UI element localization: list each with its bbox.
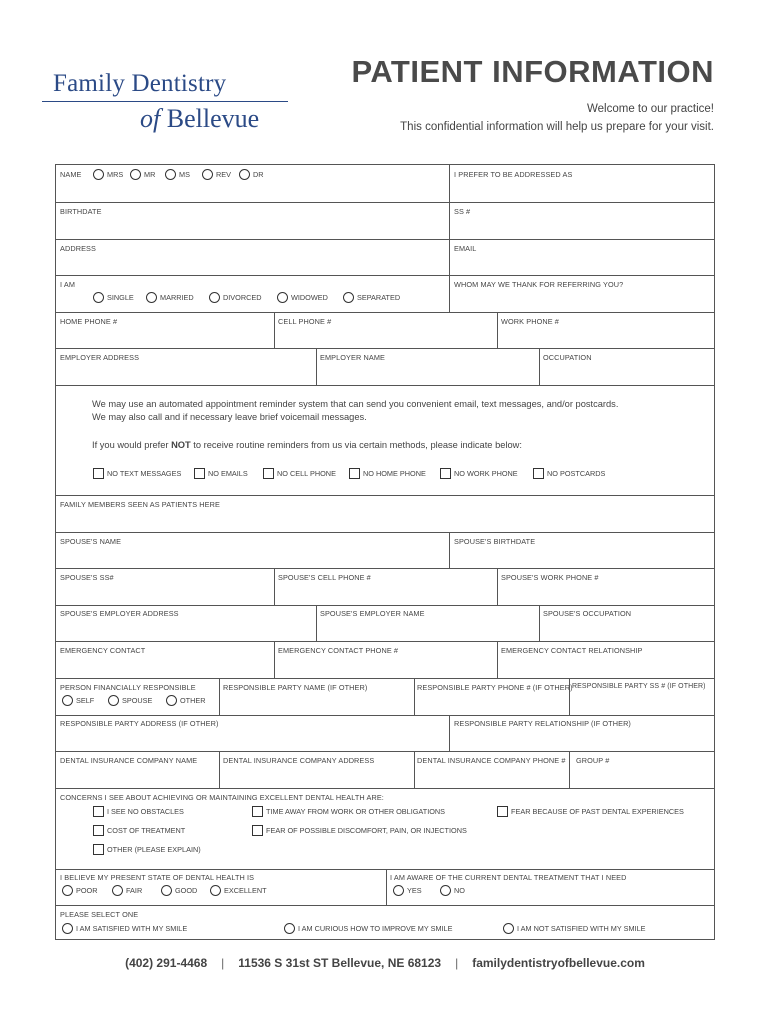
checkbox-icon[interactable]	[93, 806, 104, 817]
logo-bellevue: Bellevue	[160, 104, 260, 133]
aware-label: I AM AWARE OF THE CURRENT DENTAL TREATMENT THAT I NEED	[390, 873, 627, 882]
concern-no-obstacles[interactable]: I SEE NO OBSTACLES	[93, 806, 184, 817]
checkbox-icon[interactable]	[93, 468, 104, 479]
checkbox-icon[interactable]	[252, 825, 263, 836]
radio-icon[interactable]	[277, 292, 288, 303]
row-divider	[56, 568, 714, 569]
radio-icon[interactable]	[112, 885, 123, 896]
col-divider	[274, 312, 275, 348]
smile-satisfied[interactable]: I AM SATISFIED WITH MY SMILE	[62, 923, 187, 934]
col-divider	[497, 568, 498, 605]
work-phone-label: WORK PHONE #	[501, 317, 559, 326]
radio-icon[interactable]	[202, 169, 213, 180]
select-one-label: PLEASE SELECT ONE	[60, 910, 139, 919]
marital-married[interactable]: MARRIED	[146, 292, 194, 303]
title-option-mrs[interactable]: MRS	[93, 169, 123, 180]
group-label: GROUP #	[576, 756, 610, 765]
logo-line-2	[140, 104, 259, 134]
checkbox-icon[interactable]	[497, 806, 508, 817]
radio-icon[interactable]	[210, 885, 221, 896]
no-cell-phone-checkbox[interactable]: NO CELL PHONE	[263, 468, 336, 479]
radio-icon[interactable]	[166, 695, 177, 706]
footer-separator: |	[455, 956, 459, 970]
responsible-ss-label: RESPONSIBLE PARTY SS # (IF OTHER)	[572, 683, 706, 690]
occupation-label: OCCUPATION	[543, 353, 592, 362]
row-divider	[56, 751, 714, 752]
row-divider	[56, 202, 714, 203]
title-option-mr[interactable]: MR	[130, 169, 155, 180]
title-option-dr[interactable]: DR	[239, 169, 264, 180]
aware-yes[interactable]: YES	[393, 885, 422, 896]
prefer-label: I PREFER TO BE ADDRESSED AS	[454, 170, 573, 179]
col-divider	[449, 165, 450, 312]
aware-no[interactable]: NO	[440, 885, 465, 896]
email-label: EMAIL	[454, 244, 477, 253]
row-divider	[56, 788, 714, 789]
health-fair[interactable]: FAIR	[112, 885, 142, 896]
reminder-line-2: We may also call and if necessary leave brief voicemail messages.	[92, 412, 367, 422]
row-divider	[56, 869, 714, 870]
page-title: PATIENT INFORMATION	[351, 54, 714, 89]
radio-icon[interactable]	[146, 292, 157, 303]
logo-rule	[42, 101, 288, 102]
concern-cost[interactable]: COST OF TREATMENT	[93, 825, 185, 836]
spouse-employer-name-label: SPOUSE'S EMPLOYER NAME	[320, 609, 425, 618]
smile-curious[interactable]: I AM CURIOUS HOW TO IMPROVE MY SMILE	[284, 923, 452, 934]
health-good[interactable]: GOOD	[161, 885, 197, 896]
col-divider	[414, 751, 415, 788]
radio-icon[interactable]	[62, 695, 73, 706]
concern-discomfort[interactable]: FEAR OF POSSIBLE DISCOMFORT, PAIN, OR INJECTIONS	[252, 825, 467, 836]
reminder-line-1: We may use an automated appointment reminder system that can send you convenient email, text messages, and/or postcards.	[92, 399, 619, 409]
checkbox-icon[interactable]	[349, 468, 360, 479]
row-divider	[56, 532, 714, 533]
spouse-birthdate-label: SPOUSE'S BIRTHDATE	[454, 537, 536, 546]
insurance-phone-label: DENTAL INSURANCE COMPANY PHONE #	[417, 756, 566, 765]
no-work-phone-checkbox[interactable]: NO WORK PHONE	[440, 468, 518, 479]
responsible-relationship-label: RESPONSIBLE PARTY RELATIONSHIP (IF OTHER)	[454, 719, 631, 728]
col-divider	[497, 312, 498, 348]
col-divider	[539, 348, 540, 385]
responsible-phone-label: RESPONSIBLE PARTY PHONE # (IF OTHER)	[417, 683, 573, 692]
radio-icon[interactable]	[161, 885, 172, 896]
health-state-label: I BELIEVE MY PRESENT STATE OF DENTAL HEALTH IS	[60, 873, 255, 882]
responsible-spouse[interactable]: SPOUSE	[108, 695, 152, 706]
row-divider	[56, 348, 714, 349]
radio-icon[interactable]	[93, 169, 104, 180]
birthdate-label: BIRTHDATE	[60, 207, 102, 216]
subtitle-text: This confidential information will help us prepare for your visit.	[400, 121, 714, 133]
checkbox-icon[interactable]	[440, 468, 451, 479]
footer-separator: |	[221, 956, 225, 970]
responsible-name-label: RESPONSIBLE PARTY NAME (IF OTHER)	[223, 683, 368, 692]
no-emails-checkbox[interactable]: NO EMAILS	[194, 468, 248, 479]
radio-icon[interactable]	[239, 169, 250, 180]
no-postcards-checkbox[interactable]: NO POSTCARDS	[533, 468, 605, 479]
employer-address-label: EMPLOYER ADDRESS	[60, 353, 140, 362]
checkbox-icon[interactable]	[263, 468, 274, 479]
responsible-other[interactable]: OTHER	[166, 695, 206, 706]
home-phone-label: HOME PHONE #	[60, 317, 118, 326]
emergency-phone-label: EMERGENCY CONTACT PHONE #	[278, 646, 399, 655]
spouse-ssn-label: SPOUSE'S SS#	[60, 573, 114, 582]
cell-phone-label: CELL PHONE #	[278, 317, 332, 326]
person-financially-responsible-label: PERSON FINANCIALLY RESPONSIBLE	[60, 683, 196, 692]
i-am-label: I AM	[60, 280, 75, 289]
row-divider	[56, 641, 714, 642]
footer-website[interactable]: familydentistryofbellevue.com	[472, 956, 645, 970]
health-poor[interactable]: POOR	[62, 885, 98, 896]
smile-not-satisfied[interactable]: I AM NOT SATISFIED WITH MY SMILE	[503, 923, 646, 934]
responsible-address-label: RESPONSIBLE PARTY ADDRESS (IF OTHER)	[60, 719, 219, 728]
row-divider	[56, 312, 714, 313]
row-divider	[56, 715, 714, 716]
checkbox-icon[interactable]	[93, 825, 104, 836]
family-label: FAMILY MEMBERS SEEN AS PATIENTS HERE	[60, 500, 220, 509]
insurance-name-label: DENTAL INSURANCE COMPANY NAME	[60, 756, 198, 765]
col-divider	[316, 348, 317, 385]
reminder-prefer: If you would prefer NOT to receive routine reminders from us via certain methods, please indicate below:	[92, 440, 522, 450]
title-option-rev[interactable]: REV	[202, 169, 231, 180]
address-label: ADDRESS	[60, 244, 96, 253]
row-divider	[56, 385, 714, 386]
radio-icon[interactable]	[393, 885, 404, 896]
radio-icon[interactable]	[209, 292, 220, 303]
referral-label: WHOM MAY WE THANK FOR REFERRING YOU?	[454, 280, 624, 289]
checkbox-icon[interactable]	[93, 844, 104, 855]
checkbox-icon[interactable]	[194, 468, 205, 479]
spouse-employer-address-label: SPOUSE'S EMPLOYER ADDRESS	[60, 609, 179, 618]
spouse-name-label: SPOUSE'S NAME	[60, 537, 122, 546]
row-divider	[56, 905, 714, 906]
concern-other[interactable]: OTHER (PLEASE EXPLAIN)	[93, 844, 201, 855]
col-divider	[274, 641, 275, 678]
footer	[0, 956, 770, 970]
col-divider	[219, 751, 220, 788]
footer-phone: (402) 291-4468	[125, 956, 208, 970]
radio-icon[interactable]	[62, 885, 73, 896]
radio-icon[interactable]	[108, 695, 119, 706]
spouse-work-label: SPOUSE'S WORK PHONE #	[501, 573, 599, 582]
col-divider	[539, 605, 540, 641]
marital-divorced[interactable]: DIVORCED	[209, 292, 262, 303]
emergency-relationship-label: EMERGENCY CONTACT RELATIONSHIP	[501, 646, 643, 655]
emergency-contact-label: EMERGENCY CONTACT	[60, 646, 146, 655]
col-divider	[449, 715, 450, 751]
no-text-messages-checkbox[interactable]: NO TEXT MESSAGES	[93, 468, 181, 479]
spouse-occupation-label: SPOUSE'S OCCUPATION	[543, 609, 632, 618]
spouse-cell-label: SPOUSE'S CELL PHONE #	[278, 573, 371, 582]
radio-icon[interactable]	[93, 292, 104, 303]
logo-of: of	[140, 104, 161, 133]
health-excellent[interactable]: EXCELLENT	[210, 885, 267, 896]
responsible-self[interactable]: SELF	[62, 695, 94, 706]
footer-address: 11536 S 31st ST Bellevue, NE 68123	[238, 956, 442, 970]
radio-icon[interactable]	[62, 923, 73, 934]
col-divider	[274, 568, 275, 605]
title-option-ms[interactable]: MS	[165, 169, 190, 180]
col-divider	[316, 605, 317, 641]
marital-single[interactable]: SINGLE	[93, 292, 134, 303]
radio-icon[interactable]	[440, 885, 451, 896]
col-divider	[569, 751, 570, 788]
employer-name-label: EMPLOYER NAME	[320, 353, 385, 362]
welcome-text: Welcome to our practice!	[587, 103, 714, 115]
no-home-phone-checkbox[interactable]: NO HOME PHONE	[349, 468, 426, 479]
radio-icon[interactable]	[284, 923, 295, 934]
col-divider	[219, 678, 220, 715]
concern-time-away[interactable]: TIME AWAY FROM WORK OR OTHER OBLIGATIONS	[252, 806, 445, 817]
col-divider	[497, 641, 498, 678]
radio-icon[interactable]	[343, 292, 354, 303]
name-label: NAME	[60, 170, 82, 179]
marital-separated[interactable]: SEPARATED	[343, 292, 400, 303]
radio-icon[interactable]	[503, 923, 514, 934]
col-divider	[414, 678, 415, 715]
marital-widowed[interactable]: WIDOWED	[277, 292, 328, 303]
checkbox-icon[interactable]	[252, 806, 263, 817]
insurance-address-label: DENTAL INSURANCE COMPANY ADDRESS	[223, 756, 375, 765]
radio-icon[interactable]	[130, 169, 141, 180]
row-divider	[56, 495, 714, 496]
col-divider	[449, 532, 450, 568]
radio-icon[interactable]	[165, 169, 176, 180]
row-divider	[56, 275, 714, 276]
row-divider	[56, 239, 714, 240]
concern-past-fear[interactable]: FEAR BECAUSE OF PAST DENTAL EXPERIENCES	[497, 806, 684, 817]
row-divider	[56, 605, 714, 606]
patient-form	[55, 164, 715, 940]
checkbox-icon[interactable]	[533, 468, 544, 479]
logo-line-1: Family Dentistry	[53, 70, 227, 97]
row-divider	[56, 678, 714, 679]
col-divider	[386, 869, 387, 905]
ssn-label: SS #	[454, 207, 471, 216]
concerns-label: CONCERNS I SEE ABOUT ACHIEVING OR MAINTAINING EXCELLENT DENTAL HEALTH ARE:	[60, 793, 384, 802]
